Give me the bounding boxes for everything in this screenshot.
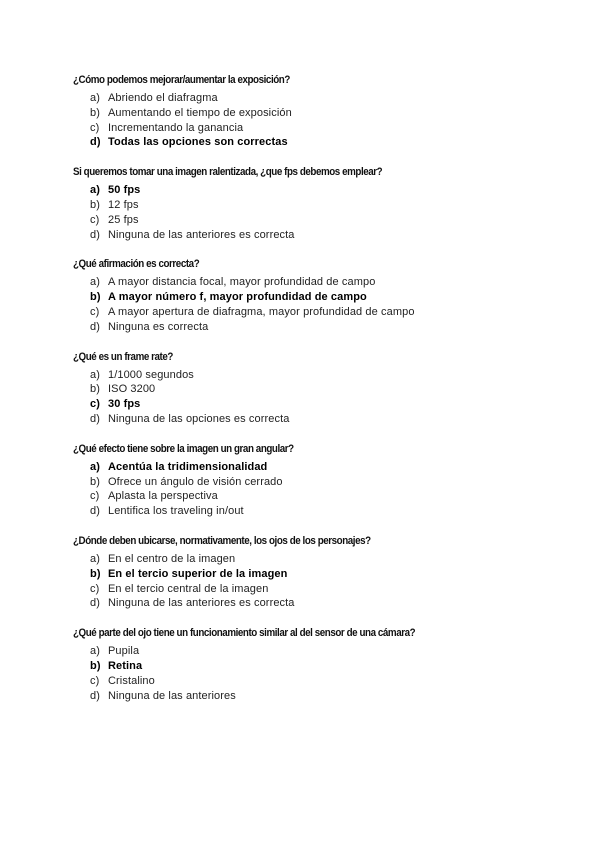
option-text: En el centro de la imagen bbox=[108, 552, 236, 565]
question-text: ¿Qué afirmación es correcta? bbox=[73, 258, 200, 271]
option-letter: a) bbox=[90, 460, 100, 473]
option-text: Todas las opciones son correctas bbox=[108, 136, 288, 149]
option-item bbox=[73, 659, 543, 674]
option-text: ISO 3200 bbox=[108, 383, 156, 396]
option-letter: a) bbox=[90, 368, 100, 381]
option-item bbox=[73, 135, 543, 150]
option-text: Lentifica los traveling in/out bbox=[108, 505, 244, 518]
option-text: 30 fps bbox=[108, 398, 141, 411]
question-block bbox=[73, 73, 543, 150]
option-text: Abriendo el diafragma bbox=[108, 92, 218, 104]
option-letter: c) bbox=[90, 582, 100, 595]
question-block bbox=[73, 442, 543, 519]
option-text: En el tercio central de la imagen bbox=[108, 582, 269, 595]
option-letter: d) bbox=[90, 320, 100, 333]
option-letter: b) bbox=[90, 475, 100, 488]
option-text: En el tercio superior de la imagen bbox=[108, 567, 288, 580]
option-item bbox=[73, 689, 543, 704]
option-letter: c) bbox=[90, 121, 100, 134]
option-letter: c) bbox=[90, 213, 100, 226]
option-letter: b) bbox=[90, 659, 101, 672]
option-item bbox=[73, 320, 543, 335]
option-text: Ninguna de las anteriores es correcta bbox=[108, 228, 295, 241]
option-letter: b) bbox=[90, 383, 100, 396]
question-text: ¿Qué efecto tiene sobre la imagen un gran angular? bbox=[73, 442, 294, 455]
option-item bbox=[73, 644, 543, 659]
option-letter: a) bbox=[90, 92, 100, 104]
options-list bbox=[73, 368, 543, 427]
option-text: Retina bbox=[108, 659, 143, 672]
option-letter: c) bbox=[90, 674, 100, 687]
options-list bbox=[73, 460, 543, 519]
options-list bbox=[73, 183, 543, 242]
option-text: Aplasta la perspectiva bbox=[108, 490, 218, 503]
question-text: ¿Qué es un frame rate? bbox=[73, 350, 173, 363]
option-text: Incrementando la ganancia bbox=[108, 121, 244, 134]
option-text: Cristalino bbox=[108, 674, 155, 687]
option-letter: d) bbox=[90, 412, 100, 425]
option-item bbox=[73, 106, 543, 121]
option-item bbox=[73, 596, 543, 611]
options-list bbox=[73, 91, 543, 150]
option-text: 50 fps bbox=[108, 184, 141, 197]
option-item bbox=[73, 290, 543, 305]
option-letter: d) bbox=[90, 689, 100, 702]
option-item bbox=[73, 412, 543, 427]
option-item bbox=[73, 489, 543, 504]
option-item bbox=[73, 275, 543, 290]
option-letter: b) bbox=[90, 567, 101, 580]
option-letter: b) bbox=[90, 198, 100, 211]
option-item bbox=[73, 368, 543, 383]
options-list bbox=[73, 644, 543, 703]
question-block bbox=[73, 165, 543, 242]
option-text: A mayor distancia focal, mayor profundidad de campo bbox=[108, 276, 376, 289]
option-item bbox=[73, 475, 543, 490]
option-letter: d) bbox=[90, 228, 100, 241]
option-item bbox=[73, 228, 543, 243]
option-letter: c) bbox=[90, 398, 100, 411]
options-list bbox=[73, 552, 543, 611]
option-item bbox=[73, 552, 543, 567]
option-item bbox=[73, 305, 543, 320]
option-text: 12 fps bbox=[108, 198, 139, 211]
option-letter: c) bbox=[90, 305, 100, 318]
option-item bbox=[73, 582, 543, 597]
option-letter: a) bbox=[90, 552, 100, 565]
option-letter: c) bbox=[90, 490, 100, 503]
option-text: Ninguna de las opciones es correcta bbox=[108, 412, 290, 425]
option-text: A mayor apertura de diafragma, mayor profundidad de campo bbox=[108, 305, 415, 318]
option-letter: d) bbox=[90, 505, 100, 518]
option-item bbox=[73, 504, 543, 519]
question-text: Si queremos tomar una imagen ralentizada, ¿que fps debemos emplear? bbox=[73, 166, 383, 179]
option-item bbox=[73, 567, 543, 582]
question-text: ¿Cómo podemos mejorar/aumentar la exposición? bbox=[73, 74, 290, 86]
option-text: Acentúa la tridimensionalidad bbox=[108, 460, 268, 473]
option-item bbox=[73, 460, 543, 475]
options-list bbox=[73, 275, 543, 334]
question-block bbox=[73, 626, 543, 703]
option-text: Ninguna de las anteriores es correcta bbox=[108, 597, 295, 610]
option-text: A mayor número f, mayor profundidad de campo bbox=[108, 291, 367, 304]
option-text: Pupila bbox=[108, 645, 140, 658]
option-item bbox=[73, 674, 543, 689]
option-item bbox=[73, 91, 543, 106]
option-letter: a) bbox=[90, 276, 100, 289]
option-text: Aumentando el tiempo de exposición bbox=[108, 106, 292, 119]
option-letter: d) bbox=[90, 597, 100, 610]
option-letter: a) bbox=[90, 645, 100, 658]
option-item bbox=[73, 382, 543, 397]
option-letter: a) bbox=[90, 184, 100, 197]
option-text: 1/1000 segundos bbox=[108, 368, 194, 381]
question-block bbox=[73, 534, 543, 611]
question-text: ¿Dónde deben ubicarse, normativamente, los ojos de los personajes? bbox=[73, 534, 371, 547]
option-item bbox=[73, 213, 543, 228]
option-text: Ninguna de las anteriores bbox=[108, 689, 236, 702]
question-block bbox=[73, 350, 543, 427]
option-letter: d) bbox=[90, 136, 101, 149]
question-text: ¿Qué parte del ojo tiene un funcionamiento similar al del sensor de una cámara? bbox=[73, 627, 416, 640]
option-text: 25 fps bbox=[108, 213, 139, 226]
option-letter: b) bbox=[90, 106, 100, 119]
option-letter: b) bbox=[90, 291, 101, 304]
option-item bbox=[73, 121, 543, 136]
question-block bbox=[73, 257, 543, 334]
option-item bbox=[73, 397, 543, 412]
option-text: Ofrece un ángulo de visión cerrado bbox=[108, 475, 283, 488]
option-text: Ninguna es correcta bbox=[108, 320, 209, 333]
option-item bbox=[73, 183, 543, 198]
option-item bbox=[73, 198, 543, 213]
quiz bbox=[73, 73, 543, 718]
